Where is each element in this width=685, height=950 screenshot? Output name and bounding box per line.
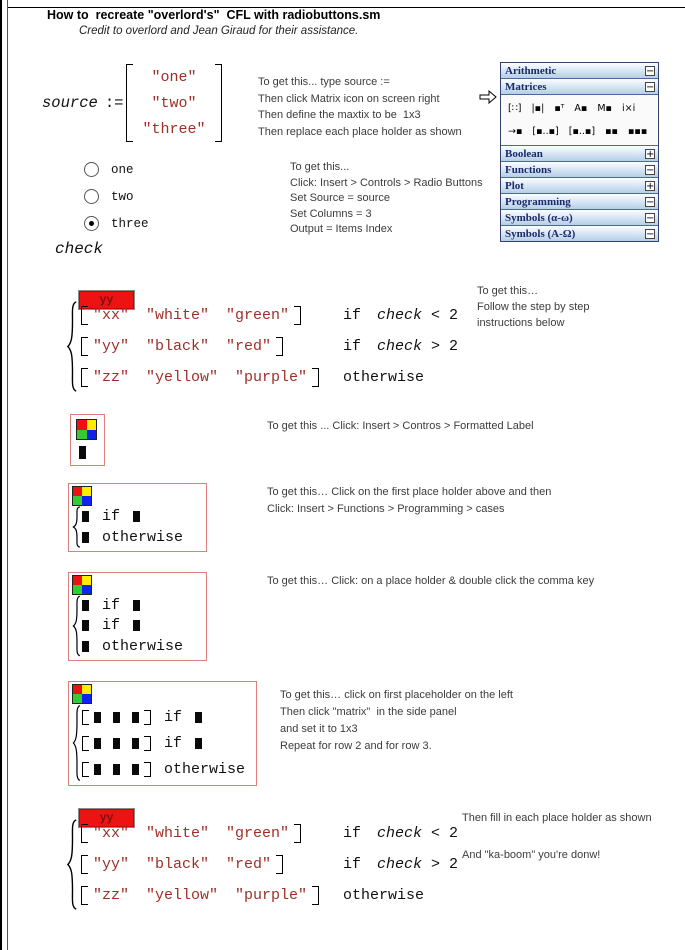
placeholder[interactable] [82,532,89,543]
placeholder[interactable] [133,511,140,522]
source-instructions [258,74,462,140]
palette-section-label: Functions [505,163,552,176]
string-literal: "green" [226,825,290,842]
placeholder[interactable] [113,764,120,775]
step2-instructions [267,484,551,518]
cases-brace-icon [72,595,82,657]
placeholder[interactable] [82,600,89,611]
matrix-left-bracket [126,64,133,142]
note-line: To get this… Click on the first place holder above and then [267,486,552,498]
otherwise-keyword: otherwise [343,369,425,386]
cases-expression[interactable] [66,300,458,393]
condition [343,338,458,355]
matrix-row [81,368,319,387]
condition-var: check [377,856,423,873]
matrix-column-icon[interactable]: A▪ [574,103,588,114]
matrix-item: "one" [151,68,197,86]
pointer-arrow-icon [479,90,497,104]
radio-option-two[interactable] [84,189,134,204]
string-literal: "white" [146,825,210,842]
source-matrix[interactable] [126,64,222,142]
cases-brace-icon [72,506,82,548]
matrix-row [81,306,301,325]
insert-matrix-icon[interactable]: [∷] [508,103,522,114]
element-icon[interactable]: ▪▪ [605,126,618,137]
step3-instructions [267,573,594,590]
placeholder[interactable] [195,738,202,749]
note-line: To get this ... Click: Insert > Contros > Formatted Label [267,420,534,432]
cases-brace-icon [66,818,79,911]
radio-option-one[interactable] [84,162,134,177]
collapse-toggle-icon[interactable]: − [646,164,655,176]
palette-section-label: Symbols (α-ω) [505,211,573,224]
cases-brace-icon [66,300,79,393]
if-keyword: if [343,307,362,324]
matrix-row [81,886,319,905]
note-line: To get this… click on first placeholder on the left [280,689,513,701]
step3-region[interactable] [68,572,207,661]
note-line: To get this… [477,285,539,297]
page-title: How to recreate "overlord's" CFL with radiobuttons.sm [47,8,381,22]
check-variable[interactable]: check [55,240,104,258]
string-literal: "red" [226,856,272,873]
string-literal: "purple" [235,887,308,904]
condition-val: 2 [449,856,459,873]
placeholder[interactable] [132,712,139,723]
palette-section-label: Symbols (A-Ω) [505,227,576,240]
step4-region[interactable] [68,681,257,786]
if-keyword: if [164,708,183,726]
assign-operator: := [104,94,124,112]
condition-val: 2 [449,338,459,355]
string-literal: "xx" [93,825,130,842]
palette-section-symbols-upper[interactable] [501,226,658,241]
radio-icon[interactable] [84,189,99,204]
placeholder[interactable] [94,738,101,749]
step1-instructions [267,418,534,435]
formatted-label-text: yy [99,293,114,307]
radio-instructions [290,160,483,238]
range-step-icon[interactable]: [▪..▪] [568,126,596,137]
step2-region[interactable] [68,483,207,552]
matrices-icon-area [501,95,658,146]
formatted-label-color-icon[interactable] [72,486,92,506]
note-line: Repeat for row 2 and for row 3. [280,740,432,752]
note-line: and set it to 1x3 [280,723,358,735]
if-keyword: if [102,596,121,614]
collapse-toggle-icon[interactable]: − [646,65,655,77]
string-literal: "red" [226,338,272,355]
string-literal: "yy" [93,856,130,873]
placeholder[interactable] [132,764,139,775]
expand-toggle-icon[interactable]: + [646,148,655,160]
otherwise-keyword: otherwise [343,887,425,904]
note-line: Set Source = source [290,192,390,204]
formatted-label-text: yy [99,811,114,825]
source-var-name: source [42,94,98,112]
placeholder[interactable] [113,738,120,749]
placeholder[interactable] [133,600,140,611]
final-instruction-2 [462,847,600,864]
note-line: Click: Insert > Functions > Programming > cases [267,503,505,515]
string-literal: "zz" [93,887,130,904]
condition-var: check [377,307,423,324]
placeholder[interactable] [113,712,120,723]
palette-section-programming[interactable] [501,194,658,210]
placeholder[interactable] [82,641,89,652]
note-line: Then click Matrix icon on screen right [258,92,440,105]
range-icon[interactable]: [▪..▪] [532,126,559,137]
note-line: Then replace each place holder as shown [258,125,462,138]
placeholder[interactable] [82,620,89,631]
condition [343,369,458,386]
note-line: Then click "matrix" in the side panel [280,706,457,718]
minor-icon[interactable]: M▪ [597,103,612,114]
string-literal: "xx" [93,307,130,324]
note-line: To get this... type source := [258,76,390,88]
if-keyword: if [343,856,362,873]
note-line: instructions below [477,317,565,329]
placeholder[interactable] [79,446,86,459]
string-literal: "black" [146,338,210,355]
matrix-right-bracket [215,64,222,142]
transpose-icon[interactable]: ▪ᵀ [554,103,565,114]
radio-icon[interactable] [84,162,99,177]
placeholder[interactable] [195,712,202,723]
formatted-label-color-icon[interactable] [72,575,92,595]
string-literal: "yellow" [146,369,219,386]
page-subtitle: Credit to overlord and Jean Giraud for their assistance. [79,25,359,37]
vectorize-icon[interactable]: →▪ [508,126,523,137]
cases-expression[interactable] [66,818,458,911]
string-literal: "white" [146,307,210,324]
if-keyword: if [102,508,121,525]
final-instruction-1 [462,810,652,827]
placeholder[interactable] [82,511,89,522]
palette-section-label: Boolean [505,147,543,160]
string-literal: "green" [226,307,290,324]
matrix-row [81,855,283,874]
side-palette [500,62,659,242]
condition [343,856,458,873]
determinant-icon[interactable]: |▪| [531,103,545,114]
formatted-label-color-icon[interactable] [72,684,92,704]
collapse-toggle-icon[interactable]: − [646,196,655,208]
palette-section-plot[interactable] [501,178,658,194]
radio-label: three [111,216,149,231]
string-literal: "yellow" [146,887,219,904]
matrix-row [81,337,283,356]
otherwise-keyword: otherwise [102,638,184,656]
element-2d-icon[interactable]: ▪▪▪ [627,126,648,137]
matrix-row [81,824,301,843]
condition-op: < [431,825,441,842]
if-keyword: if [343,338,362,355]
palette-section-symbols-lower[interactable] [501,210,658,226]
condition-op: > [431,856,441,873]
source-definition[interactable] [42,94,123,112]
radio-label: two [111,189,134,204]
condition-var: check [377,338,423,355]
otherwise-keyword: otherwise [164,760,246,778]
radio-label: one [111,162,134,177]
string-literal: "zz" [93,369,130,386]
note-line: Then fill in each place holder as shown [462,812,652,824]
string-literal: "purple" [235,369,308,386]
cases-instructions [477,283,590,331]
step4-instructions [280,687,513,755]
placeholder[interactable] [133,620,140,631]
palette-section-arithmetic[interactable] [501,63,658,79]
collapse-toggle-icon[interactable]: − [646,212,655,224]
palette-section-label: Matrices [505,80,547,93]
radio-icon-selected[interactable] [84,216,99,231]
condition-val: 2 [449,307,459,324]
formatted-label-color-icon[interactable] [76,419,97,440]
condition-val: 2 [449,825,459,842]
note-line: To get this… Click: on a place holder & double click the comma key [267,575,595,587]
palette-section-label: Programming [505,195,571,208]
note-line: To get this... [290,161,350,173]
if-keyword: if [343,825,362,842]
note-line: Output = Items Index [290,223,393,235]
if-keyword: if [102,617,121,635]
condition-op: < [431,307,441,324]
page-border-left-outer [0,0,2,950]
otherwise-keyword: otherwise [102,529,184,546]
palette-section-matrices[interactable] [501,79,658,95]
cases-brace-icon [72,704,82,782]
condition [343,825,458,842]
condition [343,307,458,324]
note-line: Click: Insert > Controls > Radio Buttons [290,176,483,189]
string-literal: "black" [146,856,210,873]
condition [343,887,458,904]
palette-section-functions[interactable] [501,162,658,178]
note-line: Follow the step by step [477,301,590,313]
placeholder[interactable] [94,764,101,775]
expand-toggle-icon[interactable]: + [646,180,655,192]
radio-option-three[interactable] [84,216,149,231]
placeholder[interactable] [132,738,139,749]
condition-op: > [431,338,441,355]
collapse-toggle-icon[interactable]: − [646,81,655,93]
palette-section-label: Arithmetic [505,64,557,77]
page-border-left-inner [7,0,8,950]
palette-section-label: Plot [505,179,524,192]
note-line: And "ka-boom" you're donw! [462,849,601,861]
palette-section-boolean[interactable] [501,146,658,162]
collapse-toggle-icon[interactable]: − [646,228,655,240]
if-keyword: if [164,734,183,752]
placeholder[interactable] [94,712,101,723]
note-line: Set Columns = 3 [290,207,372,220]
matrix-item: "two" [151,94,197,112]
note-line: Then define the maxtix to be 1x3 [258,109,421,121]
matrix-item: "three" [142,120,206,138]
string-literal: "yy" [93,338,130,355]
condition-var: check [377,825,423,842]
step1-region[interactable] [70,414,105,466]
cross-product-icon[interactable]: i×i [621,103,636,114]
